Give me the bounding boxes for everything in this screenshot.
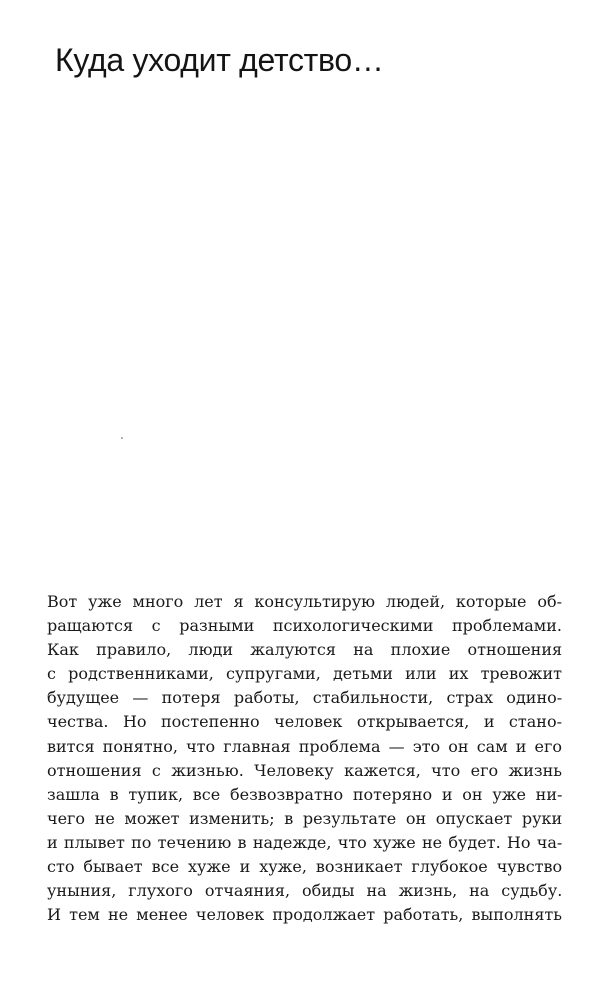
chapter-title: Куда уходит детство… <box>55 42 384 78</box>
text-line: сто бывает все хуже и хуже, возникает глубокое чувство <box>47 857 563 877</box>
text-line: уныния, глухого отчаяния, обиды на жизнь, на судьбу. <box>47 881 563 901</box>
text-line: и плывет по течению в надежде, что хуже не будет. Но ча- <box>47 832 563 852</box>
text-line: чего не может изменить; в результате он опускает руки <box>47 808 563 828</box>
print-speck <box>121 437 123 439</box>
text-line: Как правило, люди жалуются на плохие отношения <box>47 640 563 660</box>
text-line: вится понятно, что главная проблема — это он сам и его <box>47 736 562 756</box>
text-line: будущее — потеря работы, стабильности, страх одино- <box>47 688 563 708</box>
text-line: Вот уже много лет я консультирую людей, которые об- <box>47 592 562 611</box>
text-line: отношения с жизнью. Человеку кажется, что его жизнь <box>47 760 562 780</box>
text-line: чества. Но постепенно человек открывается, и стано- <box>47 712 562 732</box>
text-line: зашла в тупик, все безвозвратно потеряно и он уже ни- <box>47 784 563 804</box>
text-line: с родственниками, супругами, детьми или их тревожит <box>47 664 562 684</box>
body-paragraph <box>47 590 562 927</box>
text-line: И тем не менее человек продолжает работать, выполнять <box>47 905 562 925</box>
text-line: ращаются с разными психологическими проблемами. <box>47 616 562 636</box>
